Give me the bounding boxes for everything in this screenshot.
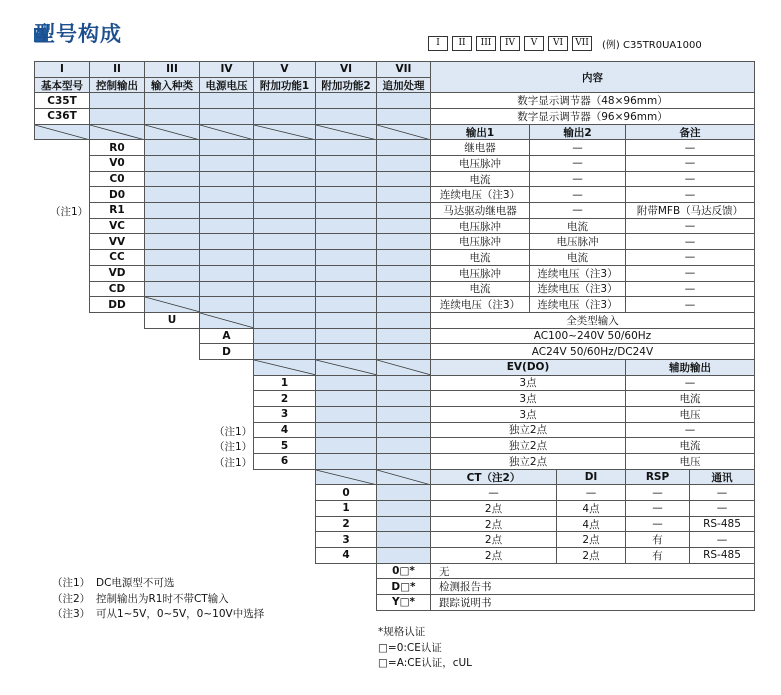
blank-cell bbox=[253, 343, 316, 360]
blank-cell bbox=[253, 139, 316, 156]
output2-value: — bbox=[529, 171, 626, 188]
roman-header: VI bbox=[315, 61, 377, 78]
blank-cell bbox=[376, 437, 431, 454]
blank-cell bbox=[253, 92, 316, 109]
roman-header: VII bbox=[376, 61, 431, 78]
blank-cell bbox=[315, 437, 377, 454]
output1-value: 连续电压（注3） bbox=[430, 296, 530, 313]
blank-slash-cell bbox=[89, 124, 145, 141]
blank-cell bbox=[376, 202, 431, 219]
func2-rsp: — bbox=[625, 500, 690, 517]
blank-cell bbox=[376, 531, 431, 548]
output1-value: 电压脉冲 bbox=[430, 265, 530, 282]
blank-cell bbox=[89, 108, 145, 125]
code-box: V bbox=[524, 36, 544, 51]
func2-di: 2点 bbox=[556, 531, 626, 548]
input-code: U bbox=[144, 312, 200, 329]
footnote-text: 可从1~5V，0~5V，0~10V中选择 bbox=[96, 608, 265, 620]
func2-comm: — bbox=[689, 484, 755, 501]
func1-aux: — bbox=[625, 375, 755, 392]
output1-value: 电压脉冲 bbox=[430, 218, 530, 235]
output-remark: — bbox=[625, 139, 755, 156]
blank-slash-cell bbox=[144, 124, 200, 141]
blank-cell bbox=[376, 249, 431, 266]
output2-value: 连续电压（注3） bbox=[529, 281, 626, 298]
code-box: II bbox=[452, 36, 472, 51]
blank-cell bbox=[315, 202, 377, 219]
blank-cell bbox=[315, 453, 377, 470]
func2-ct: — bbox=[430, 484, 557, 501]
blank-cell bbox=[376, 218, 431, 235]
blank-cell bbox=[253, 171, 316, 188]
output2-value: 电压脉冲 bbox=[529, 233, 626, 250]
output-remark: 附带MFB（马达反馈） bbox=[625, 202, 755, 219]
output2-value: — bbox=[529, 155, 626, 172]
output-code: VV bbox=[89, 233, 145, 250]
output2-value: 电流 bbox=[529, 218, 626, 235]
blank-cell bbox=[315, 406, 377, 423]
column-header: 附加功能2 bbox=[315, 77, 377, 94]
func2-comm: RS-485 bbox=[689, 547, 755, 564]
func2-di: 2点 bbox=[556, 547, 626, 564]
note-label: （注1） bbox=[214, 457, 253, 469]
func1-code: 5 bbox=[253, 437, 316, 454]
blank-cell bbox=[144, 186, 200, 203]
blank-cell bbox=[315, 375, 377, 392]
blank-cell bbox=[253, 281, 316, 298]
output2-value: 电流 bbox=[529, 249, 626, 266]
input-desc: 全类型输入 bbox=[430, 312, 755, 329]
code-boxes bbox=[428, 36, 702, 51]
content-header: 内容 bbox=[430, 61, 755, 93]
blank-cell bbox=[253, 328, 316, 345]
blank-slash-cell bbox=[315, 124, 377, 141]
blank-cell bbox=[144, 139, 200, 156]
blank-slash-cell bbox=[376, 469, 431, 486]
blank-cell bbox=[315, 281, 377, 298]
blank-cell bbox=[253, 233, 316, 250]
output-remark: — bbox=[625, 218, 755, 235]
blank-cell bbox=[376, 139, 431, 156]
func2-rsp: 有 bbox=[625, 531, 690, 548]
output-code: R1 bbox=[89, 202, 145, 219]
func2-comm: RS-485 bbox=[689, 516, 755, 533]
footnote-key: （注3） bbox=[52, 608, 91, 620]
blank-cell bbox=[199, 186, 254, 203]
blank-cell bbox=[199, 265, 254, 282]
blank-cell bbox=[144, 281, 200, 298]
blank-cell bbox=[144, 108, 200, 125]
blank-cell bbox=[253, 265, 316, 282]
base-model-desc: 数字显示调节器（96×96mm） bbox=[430, 108, 755, 125]
note-label: （注1） bbox=[214, 425, 253, 438]
output-header: 备注 bbox=[625, 124, 755, 141]
func1-code: 2 bbox=[253, 390, 316, 407]
roman-header: I bbox=[34, 61, 90, 78]
column-header: 输入种类 bbox=[144, 77, 200, 94]
code-box: IV bbox=[500, 36, 520, 51]
output-remark: — bbox=[625, 249, 755, 266]
blank-slash-cell bbox=[199, 312, 254, 329]
func2-header: CT（注2） bbox=[430, 469, 557, 486]
column-header: 基本型号 bbox=[34, 77, 90, 94]
func1-code: 6 bbox=[253, 453, 316, 470]
func1-aux: 电流 bbox=[625, 437, 755, 454]
output-remark: — bbox=[625, 281, 755, 298]
func2-rsp: — bbox=[625, 516, 690, 533]
func1-ev: 3点 bbox=[430, 406, 626, 423]
func1-ev: 独立2点 bbox=[430, 453, 626, 470]
func2-header: RSP bbox=[625, 469, 690, 486]
column-header: 控制输出 bbox=[89, 77, 145, 94]
page-title bbox=[34, 22, 122, 46]
blank-cell bbox=[199, 281, 254, 298]
output-remark: — bbox=[625, 233, 755, 250]
code-box: III bbox=[476, 36, 496, 51]
blank-cell bbox=[253, 296, 316, 313]
code-box: VI bbox=[548, 36, 568, 51]
blank-cell bbox=[253, 155, 316, 172]
power-code: A bbox=[199, 328, 254, 345]
roman-header: II bbox=[89, 61, 145, 78]
func1-ev: 独立2点 bbox=[430, 422, 626, 439]
blank-cell bbox=[315, 233, 377, 250]
func2-rsp: 有 bbox=[625, 547, 690, 564]
blank-cell bbox=[144, 233, 200, 250]
func2-code: 0 bbox=[315, 484, 377, 501]
output-header: 输出2 bbox=[529, 124, 626, 141]
blank-cell bbox=[253, 202, 316, 219]
column-header: 电源电压 bbox=[199, 77, 254, 94]
blank-slash-cell bbox=[376, 359, 431, 376]
footnote-text: 控制输出为R1时不带CT输入 bbox=[96, 592, 229, 605]
blank-cell bbox=[199, 171, 254, 188]
output-remark: — bbox=[625, 296, 755, 313]
output-code: CC bbox=[89, 249, 145, 266]
func1-code: 4 bbox=[253, 422, 316, 439]
extra-desc: 检测报告书 bbox=[430, 578, 755, 595]
footnote-text: DC电源型不可选 bbox=[96, 577, 175, 589]
output-remark: — bbox=[625, 186, 755, 203]
blank-cell bbox=[376, 265, 431, 282]
blank-cell bbox=[199, 249, 254, 266]
blank-slash-cell bbox=[34, 124, 90, 141]
blank-cell bbox=[144, 202, 200, 219]
blank-cell bbox=[376, 296, 431, 313]
func2-header: 通讯 bbox=[689, 469, 755, 486]
blank-cell bbox=[199, 218, 254, 235]
roman-header: IV bbox=[199, 61, 254, 78]
func1-aux: — bbox=[625, 422, 755, 439]
output-code: D0 bbox=[89, 186, 145, 203]
extra-code: D□* bbox=[376, 578, 431, 595]
blank-cell bbox=[315, 296, 377, 313]
blank-cell bbox=[253, 312, 316, 329]
output-code: VD bbox=[89, 265, 145, 282]
func2-di: — bbox=[556, 484, 626, 501]
roman-header: V bbox=[253, 61, 316, 78]
func1-header: 辅助输出 bbox=[625, 359, 755, 376]
blank-cell bbox=[376, 155, 431, 172]
blank-cell bbox=[315, 92, 377, 109]
blank-cell bbox=[144, 155, 200, 172]
func1-header: EV(DO) bbox=[430, 359, 626, 376]
func2-code: 2 bbox=[315, 516, 377, 533]
output1-value: 电压脉冲 bbox=[430, 233, 530, 250]
blank-cell bbox=[315, 186, 377, 203]
blank-cell bbox=[315, 139, 377, 156]
blank-cell bbox=[376, 281, 431, 298]
func2-code: 1 bbox=[315, 500, 377, 517]
blank-cell bbox=[315, 343, 377, 360]
blank-cell bbox=[315, 328, 377, 345]
blank-cell bbox=[376, 171, 431, 188]
blank-slash-cell bbox=[253, 124, 316, 141]
blank-cell bbox=[144, 249, 200, 266]
blank-cell bbox=[144, 92, 200, 109]
blank-cell bbox=[253, 249, 316, 266]
blank-cell bbox=[315, 108, 377, 125]
blank-cell bbox=[253, 186, 316, 203]
func2-ct: 2点 bbox=[430, 500, 557, 517]
blank-cell bbox=[315, 422, 377, 439]
output1-value: 继电器 bbox=[430, 139, 530, 156]
blank-cell bbox=[253, 108, 316, 125]
func1-aux: 电压 bbox=[625, 453, 755, 470]
func1-ev: 3点 bbox=[430, 375, 626, 392]
blank-cell bbox=[376, 375, 431, 392]
blank-cell bbox=[376, 453, 431, 470]
extra-desc: 跟踪说明书 bbox=[430, 594, 755, 611]
base-model-code: C36T bbox=[34, 108, 90, 125]
extra-code: 0□* bbox=[376, 563, 431, 580]
blank-cell bbox=[199, 155, 254, 172]
func2-rsp: — bbox=[625, 484, 690, 501]
blank-cell bbox=[199, 92, 254, 109]
func2-code: 3 bbox=[315, 531, 377, 548]
code-box: I bbox=[428, 36, 448, 51]
func2-comm: — bbox=[689, 531, 755, 548]
footnote-key: （注1） bbox=[52, 577, 91, 589]
blank-cell bbox=[199, 296, 254, 313]
func2-ct: 2点 bbox=[430, 531, 557, 548]
blank-cell bbox=[376, 92, 431, 109]
blank-cell bbox=[144, 218, 200, 235]
blank-cell bbox=[144, 171, 200, 188]
blank-cell bbox=[199, 202, 254, 219]
note-label: （注1） bbox=[50, 206, 89, 219]
blank-cell bbox=[376, 108, 431, 125]
blank-cell bbox=[376, 516, 431, 533]
column-header: 追加处理 bbox=[376, 77, 431, 94]
spec-line: □=0:CE认证 bbox=[378, 641, 442, 654]
blank-slash-cell bbox=[253, 359, 316, 376]
output1-value: 电流 bbox=[430, 249, 530, 266]
note-label: （注1） bbox=[214, 441, 253, 454]
blank-cell bbox=[376, 390, 431, 407]
blank-slash-cell bbox=[315, 359, 377, 376]
blank-slash-cell bbox=[315, 469, 377, 486]
blank-cell bbox=[376, 233, 431, 250]
blank-cell bbox=[199, 108, 254, 125]
func2-di: 4点 bbox=[556, 516, 626, 533]
extra-desc: 无 bbox=[430, 563, 755, 580]
func2-header: DI bbox=[556, 469, 626, 486]
blank-cell bbox=[376, 186, 431, 203]
output-remark: — bbox=[625, 155, 755, 172]
blank-slash-cell bbox=[144, 296, 200, 313]
blank-slash-cell bbox=[376, 124, 431, 141]
output-remark: — bbox=[625, 171, 755, 188]
blank-cell bbox=[89, 92, 145, 109]
base-model-desc: 数字显示调节器（48×96mm） bbox=[430, 92, 755, 109]
output2-value: 连续电压（注3） bbox=[529, 296, 626, 313]
func1-ev: 独立2点 bbox=[430, 437, 626, 454]
page-title-text: 型号构成 bbox=[34, 22, 122, 46]
func2-ct: 2点 bbox=[430, 516, 557, 533]
output1-value: 连续电压（注3） bbox=[430, 186, 530, 203]
blank-cell bbox=[315, 265, 377, 282]
blank-cell bbox=[253, 218, 316, 235]
blank-cell bbox=[376, 328, 431, 345]
output-code: V0 bbox=[89, 155, 145, 172]
blank-cell bbox=[376, 500, 431, 517]
column-header: 附加功能1 bbox=[253, 77, 316, 94]
func1-code: 1 bbox=[253, 375, 316, 392]
output2-value: — bbox=[529, 186, 626, 203]
output1-value: 马达驱动继电器 bbox=[430, 202, 530, 219]
func1-ev: 3点 bbox=[430, 390, 626, 407]
func2-di: 4点 bbox=[556, 500, 626, 517]
blank-cell bbox=[376, 312, 431, 329]
base-model-code: C35T bbox=[34, 92, 90, 109]
blank-cell bbox=[376, 406, 431, 423]
output2-value: — bbox=[529, 202, 626, 219]
blank-cell bbox=[199, 139, 254, 156]
blank-cell bbox=[315, 390, 377, 407]
func1-aux: 电流 bbox=[625, 390, 755, 407]
output-header: 输出1 bbox=[430, 124, 530, 141]
func2-ct: 2点 bbox=[430, 547, 557, 564]
blank-cell bbox=[315, 249, 377, 266]
extra-code: Y□* bbox=[376, 594, 431, 611]
power-desc: AC100~240V 50/60Hz bbox=[430, 328, 755, 345]
func2-comm: — bbox=[689, 500, 755, 517]
blank-cell bbox=[315, 218, 377, 235]
example-code: (例) C35TR0UA1000 bbox=[602, 40, 702, 51]
blank-cell bbox=[376, 422, 431, 439]
spec-line: *规格认证 bbox=[378, 626, 426, 638]
output-remark: — bbox=[625, 265, 755, 282]
output-code: C0 bbox=[89, 171, 145, 188]
func1-code: 3 bbox=[253, 406, 316, 423]
footnote-key: （注2） bbox=[52, 592, 91, 605]
output-code: VC bbox=[89, 218, 145, 235]
output1-value: 电压脉冲 bbox=[430, 155, 530, 172]
func2-code: 4 bbox=[315, 547, 377, 564]
output-code: R0 bbox=[89, 139, 145, 156]
blank-cell bbox=[376, 547, 431, 564]
output2-value: — bbox=[529, 139, 626, 156]
output-code: DD bbox=[89, 296, 145, 313]
spec-line: □=A:CE认证，cUL bbox=[378, 657, 473, 669]
blank-cell bbox=[315, 155, 377, 172]
output2-value: 连续电压（注3） bbox=[529, 265, 626, 282]
blank-cell bbox=[315, 171, 377, 188]
blank-cell bbox=[199, 233, 254, 250]
output1-value: 电流 bbox=[430, 281, 530, 298]
output-code: CD bbox=[89, 281, 145, 298]
func1-aux: 电压 bbox=[625, 406, 755, 423]
output1-value: 电流 bbox=[430, 171, 530, 188]
power-code: D bbox=[199, 343, 254, 360]
blank-cell bbox=[376, 343, 431, 360]
power-desc: AC24V 50/60Hz/DC24V bbox=[430, 343, 755, 360]
roman-header: III bbox=[144, 61, 200, 78]
blank-slash-cell bbox=[199, 124, 254, 141]
blank-cell bbox=[144, 265, 200, 282]
code-box: VII bbox=[572, 36, 592, 51]
blank-cell bbox=[376, 484, 431, 501]
blank-cell bbox=[315, 312, 377, 329]
